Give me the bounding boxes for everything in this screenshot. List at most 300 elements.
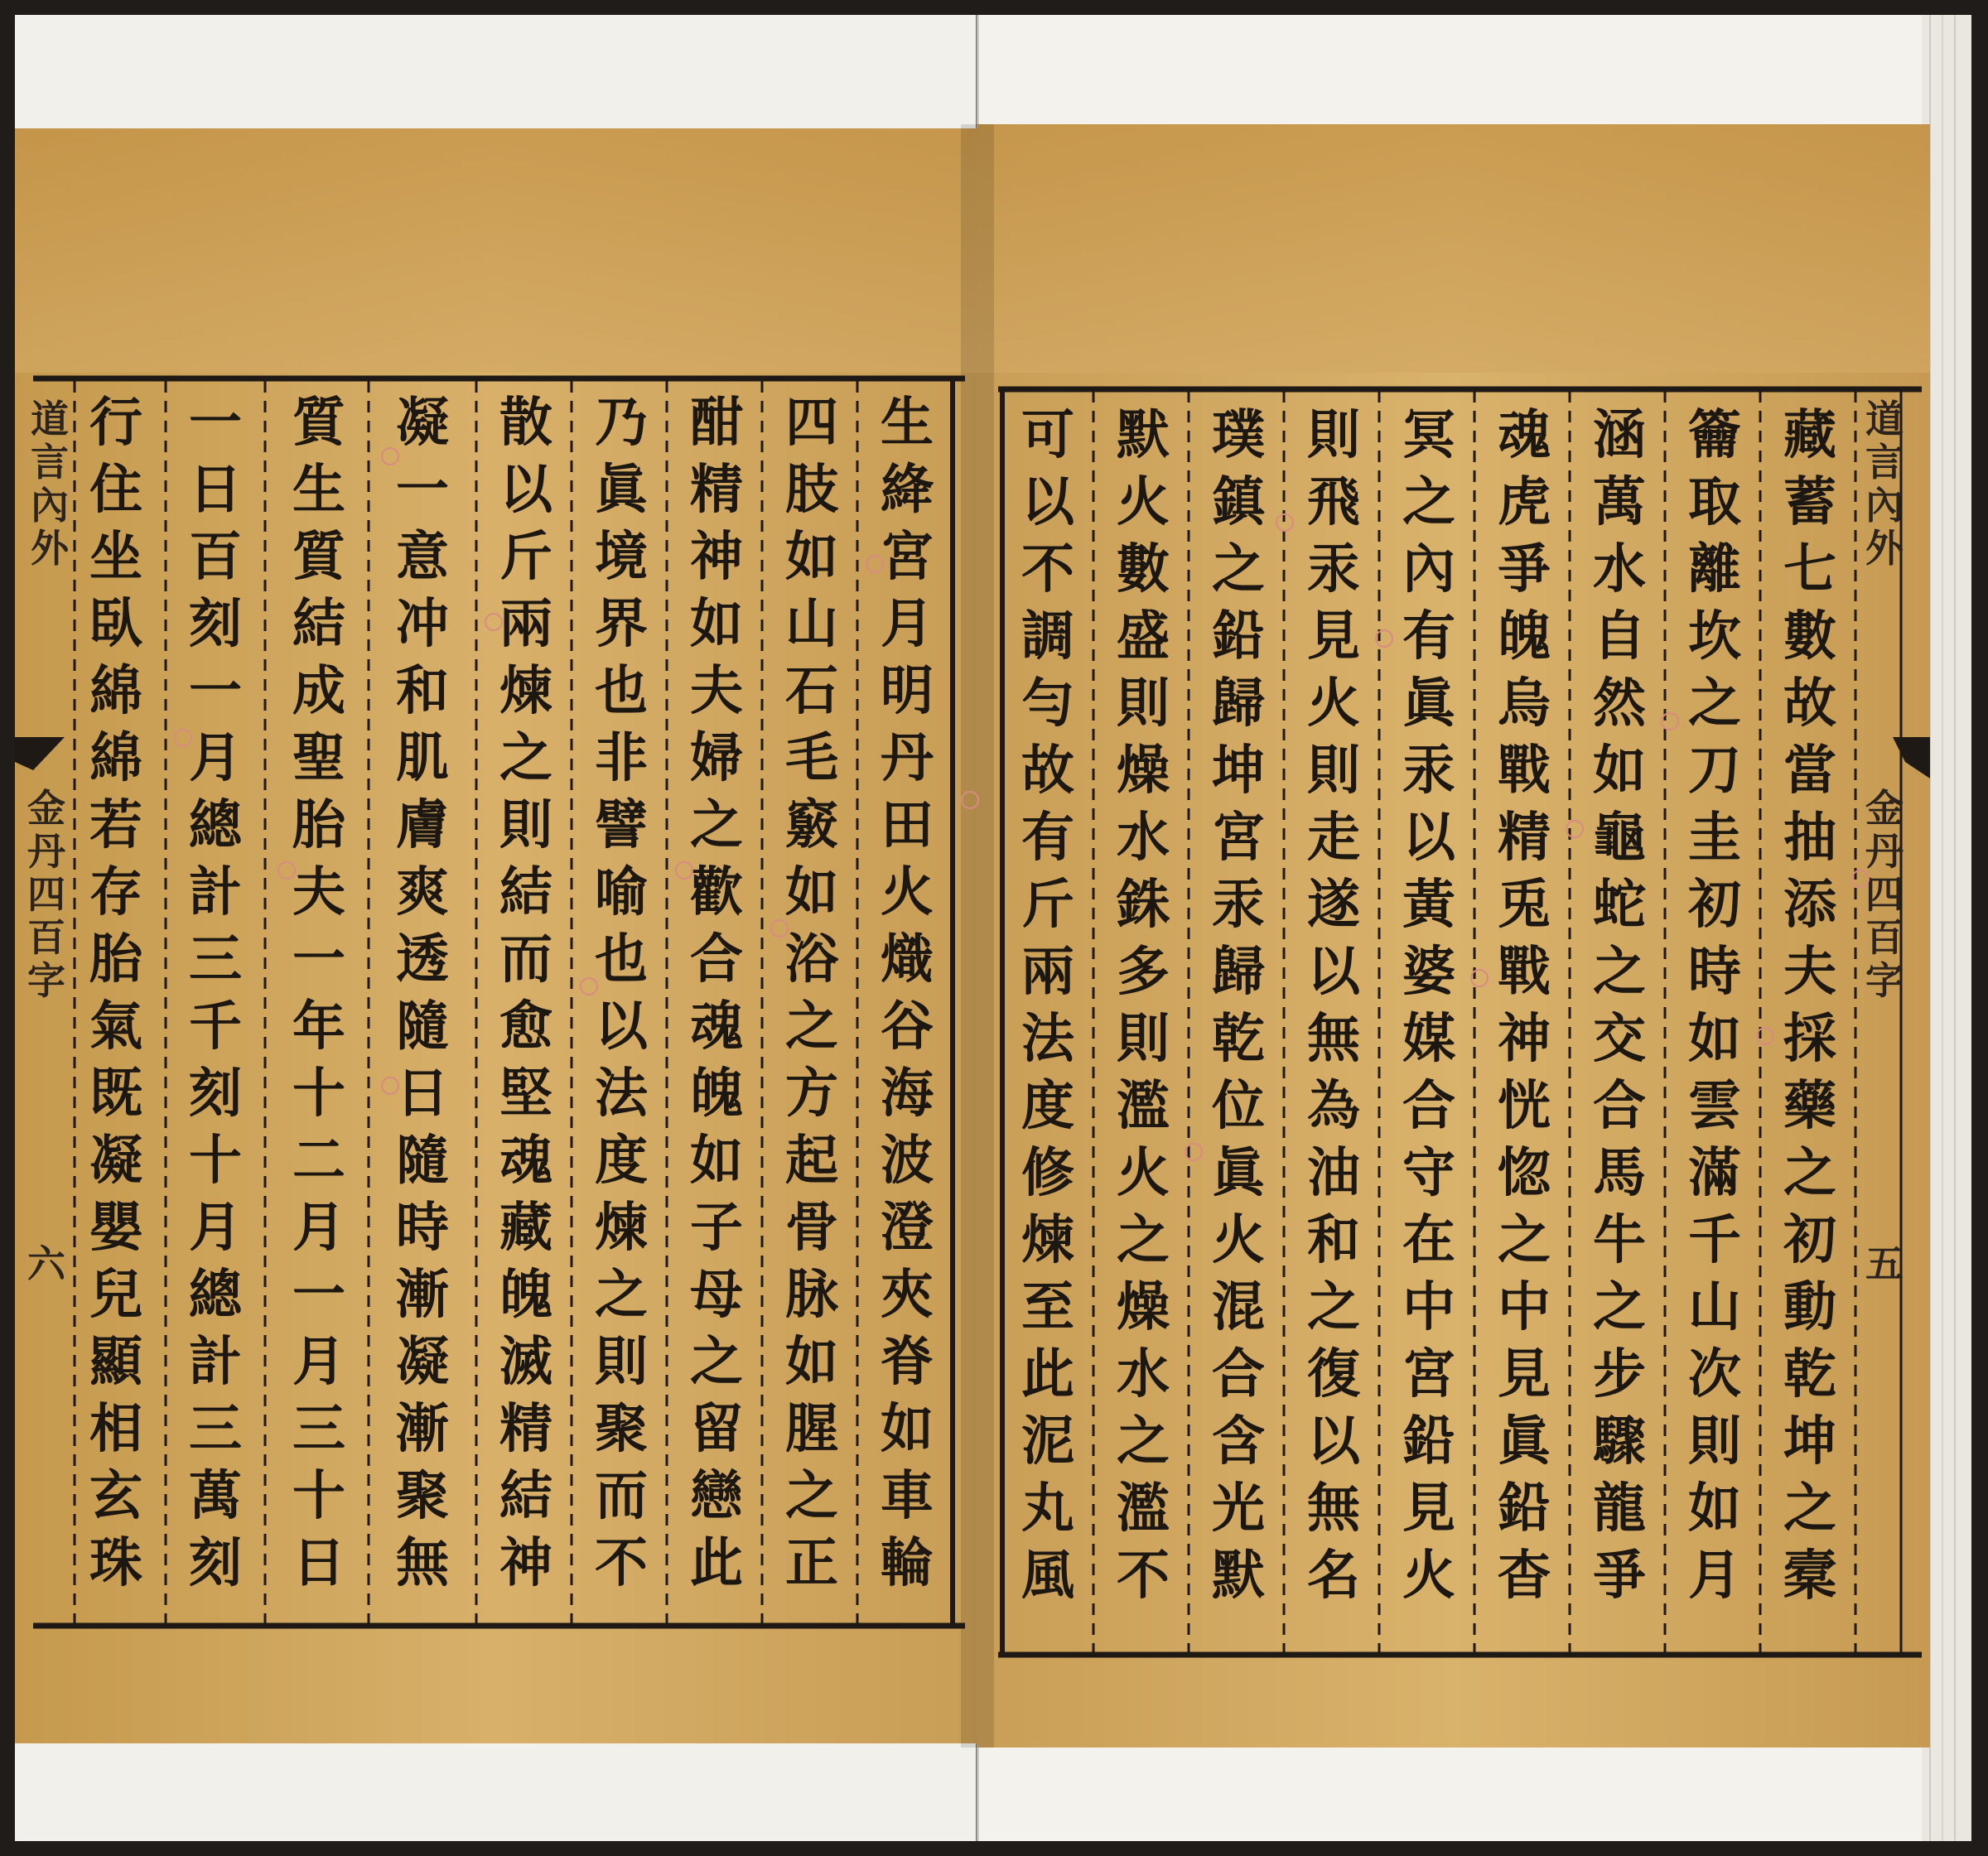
- glyph: 時: [396, 1197, 449, 1259]
- glyph: 宮: [1402, 1343, 1455, 1405]
- glyph: 鉛: [1498, 1478, 1551, 1540]
- glyph: 則: [1307, 740, 1360, 802]
- glyph: 默: [1212, 1545, 1265, 1607]
- glyph: 兎: [1498, 874, 1551, 936]
- glyph: 飛: [1307, 471, 1360, 533]
- punct-mark: [277, 861, 296, 880]
- glyph: 結: [499, 1465, 552, 1527]
- glyph: 總: [189, 1264, 242, 1326]
- glyph: 魄: [690, 1063, 743, 1125]
- punct-mark: [770, 919, 789, 938]
- glyph: 之: [1307, 1276, 1360, 1338]
- glyph: 二: [292, 1130, 345, 1192]
- glyph: 燥: [1117, 1276, 1170, 1338]
- glyph: 之: [785, 1465, 838, 1527]
- glyph: 牛: [1593, 1209, 1646, 1271]
- glyph: 海: [881, 1063, 934, 1125]
- glyph: 戀: [690, 1465, 743, 1527]
- glyph: 計: [189, 1331, 242, 1393]
- glyph: 散: [499, 392, 552, 454]
- glyph: 山: [1688, 1276, 1741, 1338]
- glyph: 而: [595, 1465, 648, 1527]
- glyph: 法: [1021, 1008, 1074, 1070]
- glyph: 璞: [1212, 404, 1265, 466]
- glyph: 之: [1593, 1276, 1646, 1338]
- glyph: 然: [1593, 672, 1646, 735]
- glyph: 藏: [499, 1197, 552, 1259]
- glyph: 名: [1307, 1545, 1360, 1607]
- glyph: 和: [1307, 1209, 1360, 1271]
- glyph: 十: [292, 1063, 345, 1125]
- glyph: 混: [1212, 1276, 1265, 1338]
- glyph: 之: [1402, 471, 1455, 533]
- glyph: 三: [189, 1398, 242, 1460]
- glyph: 無: [1307, 1478, 1360, 1540]
- glyph: 如: [1688, 1008, 1741, 1070]
- glyph: 魄: [499, 1264, 552, 1326]
- glyph: 煉: [1021, 1209, 1074, 1271]
- glyph: 媒: [1402, 1008, 1455, 1070]
- glyph: 至: [1021, 1276, 1074, 1338]
- glyph: 初: [1783, 1209, 1836, 1271]
- glyph: 走: [1307, 807, 1360, 869]
- glyph: 谷: [881, 995, 934, 1058]
- glyph: 婦: [690, 727, 743, 789]
- glyph: 百: [27, 915, 65, 960]
- glyph: 隨: [396, 1130, 449, 1192]
- glyph: 母: [690, 1264, 743, 1326]
- glyph: 步: [1593, 1343, 1646, 1405]
- glyph: 夫: [690, 660, 743, 722]
- glyph: 歸: [1212, 672, 1265, 735]
- glyph: 精: [499, 1398, 552, 1460]
- glyph: 故: [1021, 740, 1074, 802]
- punct-mark: [675, 861, 693, 880]
- glyph: 丸: [1021, 1478, 1074, 1540]
- glyph: 戰: [1498, 941, 1551, 1003]
- glyph: 宮: [1212, 807, 1265, 869]
- glyph: 婆: [1402, 941, 1455, 1003]
- glyph: 起: [785, 1130, 838, 1192]
- glyph: 肌: [396, 727, 449, 789]
- glyph: 濫: [1117, 1478, 1170, 1540]
- glyph: 生: [292, 459, 345, 521]
- right-column-3: [1586, 402, 1653, 1609]
- punct-mark: [866, 555, 884, 573]
- glyph: 魂: [499, 1130, 552, 1192]
- glyph: 既: [89, 1063, 142, 1125]
- glyph: 無: [396, 1532, 449, 1594]
- glyph: 神: [499, 1532, 552, 1594]
- glyph: 蓄: [1783, 471, 1836, 533]
- glyph: 腥: [785, 1398, 838, 1460]
- glyph: 則: [595, 1331, 648, 1393]
- glyph: 金: [27, 786, 65, 831]
- glyph: 初: [1688, 874, 1741, 936]
- right-column-2: [1682, 402, 1748, 1609]
- glyph: 以: [1307, 1410, 1360, 1473]
- glyph: 內: [31, 483, 69, 528]
- glyph: 之: [1688, 672, 1741, 735]
- glyph: 水: [1117, 1343, 1170, 1405]
- glyph: 故: [1783, 672, 1836, 735]
- glyph: 合: [1593, 1075, 1646, 1137]
- glyph: 不: [1117, 1545, 1170, 1607]
- glyph: 堅: [499, 1063, 552, 1125]
- glyph: 以: [499, 459, 552, 521]
- punct-mark: [580, 977, 598, 995]
- glyph: 以: [1402, 807, 1455, 869]
- glyph: 動: [1783, 1276, 1836, 1338]
- glyph: 結: [292, 593, 345, 655]
- glyph: 道: [1865, 397, 1904, 441]
- glyph: 見: [1402, 1478, 1455, 1540]
- glyph: 相: [89, 1398, 142, 1460]
- glyph: 魂: [690, 995, 743, 1058]
- glyph: 和: [396, 660, 449, 722]
- glyph: 脊: [881, 1331, 934, 1393]
- glyph: 留: [690, 1398, 743, 1460]
- glyph: 百: [1865, 915, 1904, 960]
- glyph: 取: [1688, 471, 1741, 533]
- glyph: 眞: [595, 459, 648, 521]
- glyph: 龍: [1593, 1478, 1646, 1540]
- glyph: 言: [1865, 440, 1904, 484]
- glyph: 外: [1865, 526, 1904, 571]
- glyph: 月: [1688, 1545, 1741, 1607]
- punct-mark: [1661, 712, 1679, 730]
- glyph: 輪: [881, 1532, 934, 1594]
- glyph: 譬: [595, 794, 648, 856]
- glyph: 玄: [89, 1465, 142, 1527]
- glyph: 驟: [1593, 1410, 1646, 1473]
- right-margin-title-lower-text: [1860, 787, 1909, 1002]
- glyph: 刻: [189, 1063, 242, 1125]
- glyph: 烏: [1498, 672, 1551, 735]
- glyph: 恍: [1498, 1075, 1551, 1137]
- glyph: 光: [1212, 1478, 1265, 1540]
- glyph: 離: [1688, 538, 1741, 600]
- glyph: 金: [1865, 786, 1904, 831]
- glyph: 夫: [1783, 941, 1836, 1003]
- glyph: 滅: [499, 1331, 552, 1393]
- glyph: 抽: [1783, 807, 1836, 869]
- glyph: 澄: [881, 1197, 934, 1259]
- glyph: 次: [1688, 1343, 1741, 1405]
- glyph: 汞: [1212, 874, 1265, 936]
- glyph: 銖: [1117, 874, 1170, 936]
- punct-mark: [1566, 820, 1584, 838]
- glyph: 以: [1021, 471, 1074, 533]
- glyph: 在: [1402, 1209, 1455, 1271]
- glyph: 度: [595, 1130, 648, 1192]
- glyph: 四: [785, 392, 838, 454]
- glyph: 鎮: [1212, 471, 1265, 533]
- glyph: 以: [595, 995, 648, 1058]
- glyph: 眞: [1498, 1410, 1551, 1473]
- glyph: 火: [1117, 471, 1170, 533]
- glyph: 車: [881, 1465, 934, 1527]
- glyph: 千: [1688, 1209, 1741, 1271]
- glyph: 有: [1021, 807, 1074, 869]
- glyph: 則: [1688, 1410, 1741, 1473]
- glyph: 水: [1117, 807, 1170, 869]
- glyph: 火: [1117, 1142, 1170, 1204]
- glyph: 採: [1783, 1008, 1836, 1070]
- glyph: 歸: [1212, 941, 1265, 1003]
- glyph: 夾: [881, 1264, 934, 1326]
- glyph: 也: [595, 928, 648, 991]
- glyph: 戰: [1498, 740, 1551, 802]
- glyph: 交: [1593, 1008, 1646, 1070]
- glyph: 默: [1117, 404, 1170, 466]
- glyph: 聖: [292, 727, 345, 789]
- glyph: 聚: [396, 1465, 449, 1527]
- glyph: 十: [189, 1130, 242, 1192]
- punct-mark: [174, 729, 192, 747]
- glyph: 合: [690, 928, 743, 991]
- right-folio-text: [1860, 1242, 1909, 1285]
- punct-mark: [1851, 870, 1870, 888]
- glyph: 乾: [1783, 1343, 1836, 1405]
- punct-mark: [381, 447, 399, 465]
- glyph: 凝: [396, 392, 449, 454]
- glyph: 鉛: [1212, 605, 1265, 668]
- glyph: 魂: [1498, 404, 1551, 466]
- glyph: 四: [27, 872, 65, 917]
- glyph: 之: [1498, 1209, 1551, 1271]
- right-column-4: [1491, 402, 1557, 1609]
- glyph: 水: [1593, 538, 1646, 600]
- glyph: 精: [690, 459, 743, 521]
- punct-mark: [485, 613, 503, 631]
- glyph: 調: [1021, 605, 1074, 668]
- glyph: 滿: [1688, 1142, 1741, 1204]
- glyph: 成: [292, 660, 345, 722]
- glyph: 如: [785, 1331, 838, 1393]
- glyph: 中: [1498, 1276, 1551, 1338]
- glyph: 如: [881, 1398, 934, 1460]
- glyph: 冥: [1402, 404, 1455, 466]
- glyph: 之: [1593, 941, 1646, 1003]
- glyph: 外: [31, 526, 69, 571]
- glyph: 臥: [89, 593, 142, 655]
- glyph: 火: [881, 861, 934, 923]
- glyph: 之: [1783, 1478, 1836, 1540]
- glyph: 以: [1307, 941, 1360, 1003]
- glyph: 而: [499, 928, 552, 991]
- glyph: 毛: [785, 727, 838, 789]
- glyph: 酣: [690, 392, 743, 454]
- glyph: 泥: [1021, 1410, 1074, 1473]
- glyph: 存: [89, 861, 142, 923]
- glyph: 珠: [89, 1532, 142, 1594]
- glyph: 多: [1117, 941, 1170, 1003]
- glyph: 杳: [1498, 1545, 1551, 1607]
- glyph: 字: [27, 958, 65, 1003]
- glyph: 刻: [189, 593, 242, 655]
- glyph: 乾: [1212, 1008, 1265, 1070]
- glyph: 爭: [1498, 538, 1551, 600]
- glyph: 當: [1783, 740, 1836, 802]
- punct-mark: [1375, 629, 1393, 648]
- glyph: 五: [1865, 1241, 1904, 1286]
- glyph: 千: [189, 995, 242, 1058]
- glyph: 合: [1402, 1075, 1455, 1137]
- glyph: 含: [1212, 1410, 1265, 1473]
- right-column-8: [1110, 402, 1176, 1609]
- glyph: 此: [1021, 1343, 1074, 1405]
- glyph: 絳: [881, 459, 934, 521]
- glyph: 肢: [785, 459, 838, 521]
- glyph: 精: [1498, 807, 1551, 869]
- glyph: 日: [292, 1532, 345, 1594]
- glyph: 住: [89, 459, 142, 521]
- glyph: 月: [881, 593, 934, 655]
- glyph: 字: [1865, 958, 1904, 1003]
- glyph: 坤: [1212, 740, 1265, 802]
- punct-mark: [1185, 1143, 1203, 1161]
- glyph: 修: [1021, 1142, 1074, 1204]
- glyph: 則: [1307, 404, 1360, 466]
- glyph: 竅: [785, 794, 838, 856]
- glyph: 丹: [1865, 829, 1904, 874]
- glyph: 胎: [89, 928, 142, 991]
- glyph: 涵: [1593, 404, 1646, 466]
- glyph: 一: [292, 1264, 345, 1326]
- glyph: 守: [1402, 1142, 1455, 1204]
- glyph: 刀: [1688, 740, 1741, 802]
- glyph: 宮: [881, 526, 934, 588]
- glyph: 有: [1402, 605, 1455, 668]
- glyph: 坐: [89, 526, 142, 588]
- glyph: 一: [292, 928, 345, 991]
- glyph: 一: [189, 660, 242, 722]
- glyph: 之: [499, 727, 552, 789]
- glyph: 日: [396, 1063, 449, 1125]
- glyph: 隨: [396, 995, 449, 1058]
- glyph: 火: [1212, 1209, 1265, 1271]
- glyph: 不: [1021, 538, 1074, 600]
- glyph: 坤: [1783, 1410, 1836, 1473]
- glyph: 境: [595, 526, 648, 588]
- glyph: 道: [31, 397, 69, 441]
- right-column-1: [1777, 402, 1843, 1609]
- glyph: 也: [595, 660, 648, 722]
- glyph: 中: [1402, 1276, 1455, 1338]
- glyph: 則: [499, 794, 552, 856]
- glyph: 總: [189, 794, 242, 856]
- glyph: 正: [785, 1532, 838, 1594]
- glyph: 月: [189, 727, 242, 789]
- right-column-6: [1300, 402, 1367, 1609]
- glyph: 合: [1212, 1343, 1265, 1405]
- glyph: 凝: [89, 1130, 142, 1192]
- glyph: 顯: [89, 1331, 142, 1393]
- glyph: 歡: [690, 861, 743, 923]
- glyph: 月: [292, 1331, 345, 1393]
- right-column-7: [1205, 402, 1271, 1609]
- glyph: 之: [1783, 1142, 1836, 1204]
- glyph: 見: [1307, 605, 1360, 668]
- punct-mark: [1756, 1027, 1774, 1045]
- glyph: 脉: [785, 1264, 838, 1326]
- glyph: 子: [690, 1197, 743, 1259]
- glyph: 斤: [499, 526, 552, 588]
- glyph: 丹: [881, 727, 934, 789]
- glyph: 濫: [1117, 1075, 1170, 1137]
- glyph: 刻: [189, 1532, 242, 1594]
- glyph: 方: [785, 1063, 838, 1125]
- glyph: 山: [785, 593, 838, 655]
- glyph: 月: [292, 1197, 345, 1259]
- glyph: 波: [881, 1130, 934, 1192]
- glyph: 風: [1021, 1545, 1074, 1607]
- glyph: 遂: [1307, 874, 1360, 936]
- glyph: 愈: [499, 995, 552, 1058]
- glyph: 則: [1117, 1008, 1170, 1070]
- glyph: 燥: [1117, 740, 1170, 802]
- glyph: 時: [1688, 941, 1741, 1003]
- glyph: 石: [785, 660, 838, 722]
- glyph: 之: [1117, 1209, 1170, 1271]
- glyph: 夫: [292, 861, 345, 923]
- glyph: 嬰: [89, 1197, 142, 1259]
- glyph: 如: [785, 526, 838, 588]
- glyph: 馬: [1593, 1142, 1646, 1204]
- glyph: 雲: [1688, 1075, 1741, 1137]
- glyph: 一: [189, 392, 242, 454]
- glyph: 胎: [292, 794, 345, 856]
- glyph: 七: [1783, 538, 1836, 600]
- glyph: 非: [595, 727, 648, 789]
- glyph: 眞: [1402, 672, 1455, 735]
- glyph: 結: [499, 861, 552, 923]
- glyph: 膚: [396, 794, 449, 856]
- glyph: 見: [1498, 1343, 1551, 1405]
- glyph: 透: [396, 928, 449, 991]
- right-column-9: [1015, 402, 1081, 1609]
- glyph: 盛: [1117, 605, 1170, 668]
- glyph: 無: [1307, 1008, 1360, 1070]
- glyph: 蛇: [1593, 874, 1646, 936]
- glyph: 藥: [1783, 1075, 1836, 1137]
- glyph: 如: [690, 1130, 743, 1192]
- punct-mark: [381, 1077, 399, 1095]
- glyph: 六: [27, 1241, 65, 1286]
- glyph: 言: [31, 440, 69, 484]
- glyph: 黃: [1402, 874, 1455, 936]
- glyph: 熾: [881, 928, 934, 991]
- glyph: 十: [292, 1465, 345, 1527]
- right-margin-title-lower: [1860, 787, 1909, 1002]
- glyph: 三: [292, 1398, 345, 1460]
- glyph: 之: [690, 1331, 743, 1393]
- glyph: 如: [690, 593, 743, 655]
- glyph: 眞: [1212, 1142, 1265, 1204]
- glyph: 內: [1402, 538, 1455, 600]
- glyph: 自: [1593, 605, 1646, 668]
- glyph: 氣: [89, 995, 142, 1058]
- glyph: 爽: [396, 861, 449, 923]
- right-margin-title-text: [1860, 398, 1909, 570]
- glyph: 鉛: [1402, 1410, 1455, 1473]
- glyph: 生: [881, 392, 934, 454]
- glyph: 百: [189, 526, 242, 588]
- glyph: 度: [1021, 1075, 1074, 1137]
- glyph: 界: [595, 593, 648, 655]
- glyph: 魄: [1498, 605, 1551, 668]
